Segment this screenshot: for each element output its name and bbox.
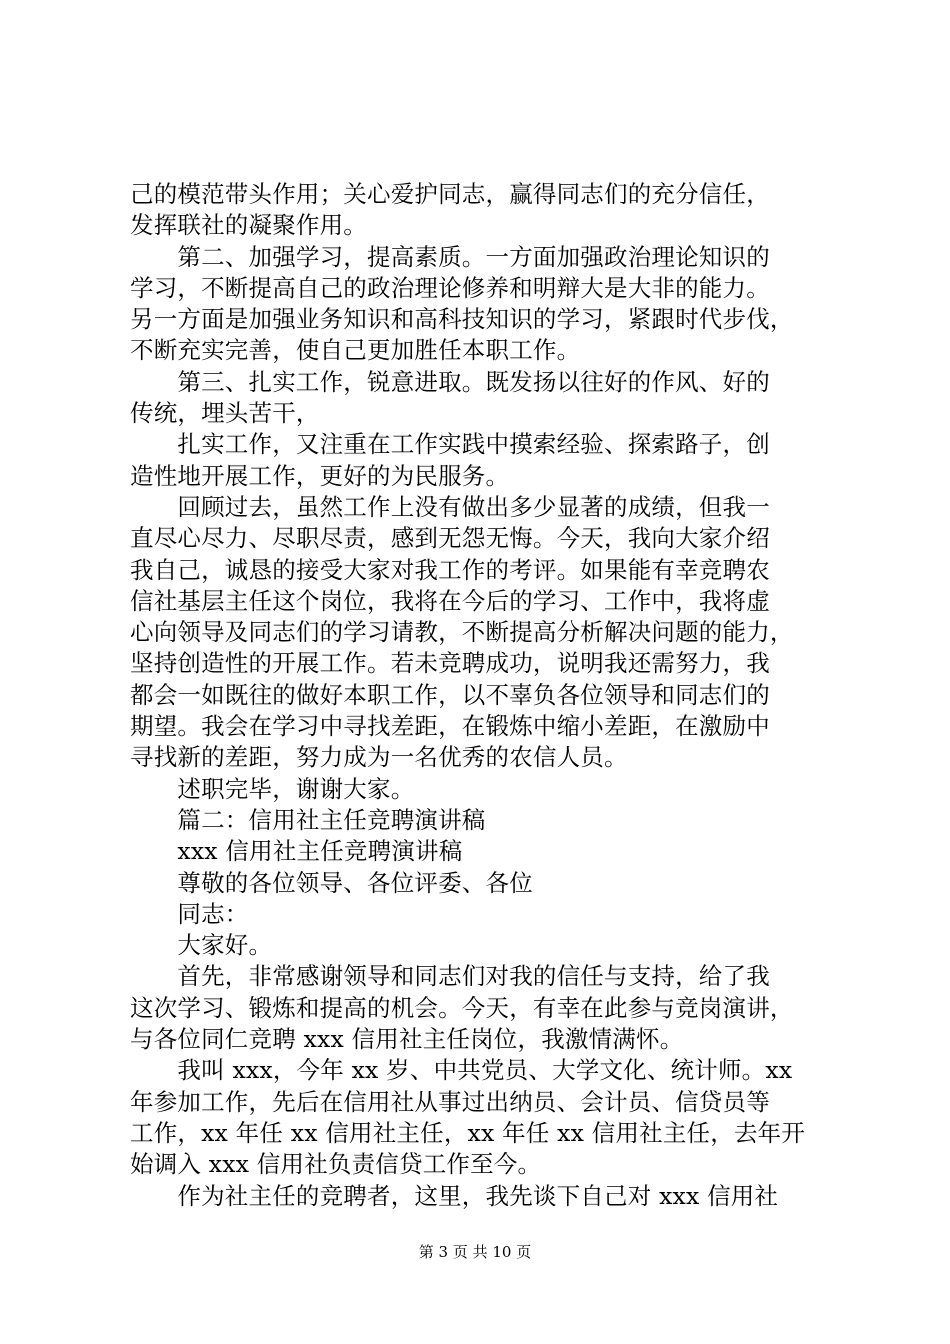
- text-line: 期望。我会在学习中寻找差距，在锻炼中缩小差距，在激励中: [130, 712, 770, 741]
- text-line: 扎实工作，又注重在工作实践中摸索经验、探索路子，创: [130, 430, 770, 459]
- text-line: 都会一如既往的做好本职工作，以不辜负各位领导和同志们的: [130, 680, 770, 709]
- text-line: 直尽心尽力、尽职尽责，感到无怨无悔。今天，我向大家介绍: [130, 524, 770, 553]
- text-line: 大家好。: [130, 931, 273, 960]
- text-line: 年参加工作，先后在信用社从事过出纳员、会计员、信贷员等: [130, 1087, 770, 1116]
- text-line: 首先，非常感谢领导和同志们对我的信任与支持，给了我: [130, 962, 770, 991]
- text-line: 我叫 xxx，今年 xx 岁、中共党员、大学文化、统计师。xx: [130, 1056, 793, 1085]
- text-line: 发挥联社的凝聚作用。: [130, 211, 367, 240]
- text-line: 传统，埋头苦干，: [130, 399, 320, 428]
- text-line: 信社基层主任这个岗位，我将在今后的学习、工作中，我将虚: [130, 586, 770, 615]
- text-line: 己的模范带头作用；关心爱护同志，赢得同志们的充分信任，: [130, 180, 770, 208]
- text-line: 第三、扎实工作，锐意进取。既发扬以往好的作风、好的: [130, 367, 770, 396]
- section-heading: 篇二：信用社主任竞聘演讲稿: [130, 805, 486, 834]
- text-line: 与各位同仁竞聘 xxx 信用社主任岗位，我激情满怀。: [130, 1025, 684, 1054]
- text-line: 坚持创造性的开展工作。若未竞聘成功，说明我还需努力，我: [130, 649, 770, 678]
- text-line: 学习，不断提高自己的政治理论修养和明辩大是大非的能力。: [130, 273, 770, 302]
- text-line: 作为社主任的竞聘者，这里，我先谈下自己对 xxx 信用社: [130, 1181, 779, 1210]
- page-number: 第 3 页 共 10 页: [418, 1243, 532, 1261]
- text-line: 这次学习、锻炼和提高的机会。今天，有幸在此参与竞岗演讲，: [130, 993, 794, 1022]
- text-line: 另一方面是加强业务知识和高科技知识的学习，紧跟时代步伐，: [130, 305, 794, 334]
- text-line: 述职完毕，谢谢大家。: [130, 774, 415, 803]
- text-line: 始调入 xxx 信用社负责信贷工作至今。: [130, 1150, 542, 1179]
- text-line: 寻找新的差距，努力成为一名优秀的农信人员。: [130, 743, 628, 772]
- text-line: 尊敬的各位领导、各位评委、各位: [130, 868, 533, 897]
- text-line: 不断充实完善，使自己更加胜任本职工作。: [130, 336, 581, 365]
- text-line: 心向领导及同志们的学习请教，不断提高分析解决问题的能力，: [130, 618, 794, 647]
- speech-title: xxx 信用社主任竞聘演讲稿: [130, 837, 463, 866]
- text-line: 第二、加强学习，提高素质。一方面加强政治理论知识的: [130, 242, 770, 271]
- document-body: [130, 179, 836, 1212]
- text-line: 回顾过去，虽然工作上没有做出多少显著的成绩，但我一: [130, 492, 770, 521]
- text-line: 我自己，诚恳的接受大家对我工作的考评。如果能有幸竞聘农: [130, 555, 770, 584]
- text-line: 工作，xx 年任 xx 信用社主任，xx 年任 xx 信用社主任，去年开: [130, 1118, 806, 1147]
- text-line: 造性地开展工作，更好的为民服务。: [130, 461, 510, 490]
- text-line: 同志：: [130, 899, 249, 928]
